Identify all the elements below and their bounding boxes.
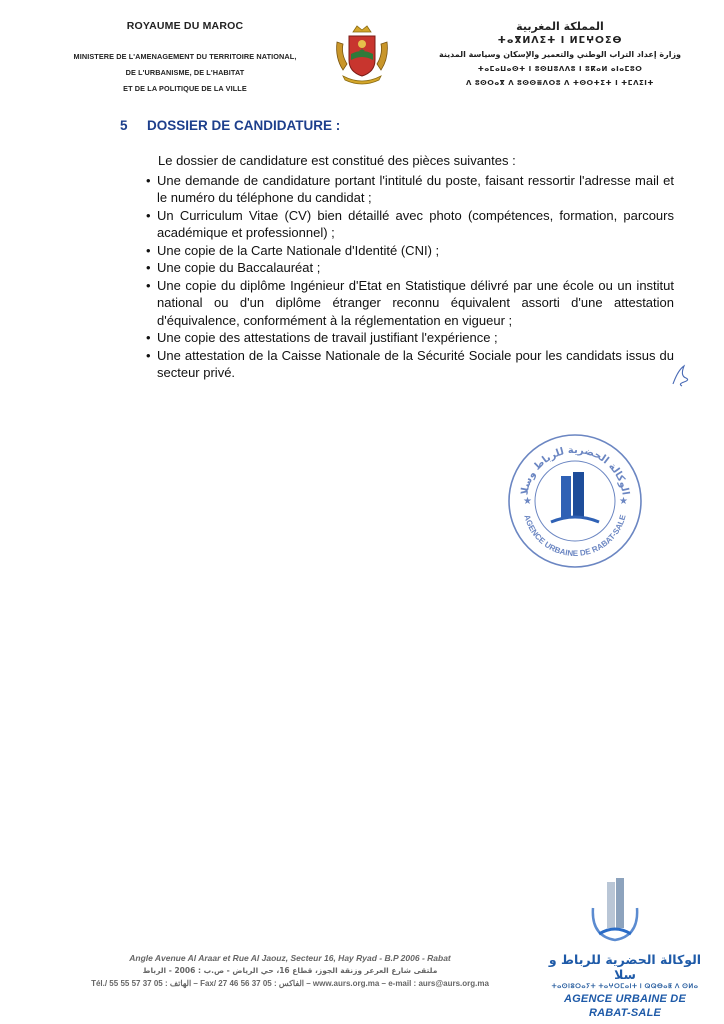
list-item: • Un Curriculum Vitae (CV) bien détaillé avec photo (compétences, formation, parcours académique et professionnel) ; [146, 207, 674, 240]
agency-brand [545, 952, 705, 1020]
list-item: • Une copie de la Carte Nationale d'Identité (CNI) ; [146, 242, 440, 258]
footer-address [40, 952, 540, 991]
signature-icon [670, 362, 694, 388]
svg-text:★: ★ [619, 496, 628, 507]
section-heading: DOSSIER DE CANDIDATURE : [147, 118, 341, 133]
stamp-arabic-text: الوكالة الحضرية للرباط وسلا [519, 444, 631, 496]
section-title [120, 118, 340, 133]
kingdom-label: ROYAUME DU MAROC [126, 20, 244, 32]
section-body [146, 152, 674, 382]
brand-tifinagh: ⵜⴰⵙⵏⵓⵔⴰⵢⵜ ⵜⴰⵖⵔⵎⴰⵏⵜ ⵏ ⵕⵕⴱⴰⵟ ⴷ ⵙⵍⴰ [551, 983, 699, 990]
svg-text:★: ★ [523, 496, 532, 507]
list-item: • Une copie des attestations de travail justifiant l'expérience ; [146, 330, 498, 345]
footer-contact: Tél./ الهاتف : 05 37 57 55 55 – Fax/ الفاكس : 05 37 56 46 27 – www.aurs.org.ma – e-mail : aurs@aurs.org.ma [91, 979, 489, 988]
section-number: 5 [120, 118, 128, 133]
kingdom-label-arabic: المملكة المغربية [516, 20, 604, 33]
brand-latin: AGENCE URBAINE DE RABAT-SALE [564, 993, 686, 1019]
ministry-label-tifinagh-2: ⴷ ⵓⵙⵔⴰⴳ ⴷ ⵓⵙⵙⴻⴷⵔⵓ ⴷ ⵜⵙⵔⵜⵉⵜ ⵏ ⵜⵎⴷⵉⵏⵜ [465, 79, 655, 87]
ministry-line-2: DE L'URBANISME, DE L'HABITAT [125, 68, 245, 77]
kingdom-label-tifinagh: ⵜⴰⴳⵍⴷⵉⵜ ⵏ ⵍⵎⵖⵔⵉⴱ [497, 35, 623, 46]
ministry-header-fr [40, 20, 330, 97]
list-item: • Une demande de candidature portant l'intitulé du poste, faisant ressortir l'adresse mail et le numéro du téléphone du candidat ; [146, 172, 674, 205]
stamp-latin-text: AGENCE URBAINE DE RABAT-SALE [522, 513, 628, 559]
list-item: • Une copie du Baccalauréat ; [146, 260, 321, 275]
agency-stamp-icon [505, 432, 645, 570]
ministry-line-1: MINISTERE DE L'AMENAGEMENT DU TERRITOIRE NATIONAL, [73, 52, 297, 61]
list-item: • Une attestation de la Caisse Nationale de la Sécurité Sociale pour les candidats issus du secteur privé. [146, 347, 674, 380]
royal-coat-of-arms-icon [333, 24, 391, 88]
ministry-header-ar [430, 20, 690, 90]
documents-list [146, 172, 674, 382]
brand-arabic: الوكالة الحضرية للرباط و سلا [548, 952, 702, 982]
ministry-line-3: ET DE LA POLITIQUE DE LA VILLE [123, 84, 247, 93]
agency-logo-icon [585, 872, 645, 944]
list-item: • Une copie du diplôme Ingénieur d'Etat en Statistique délivré par une école ou un institut national ou d'un diplôme étranger reconnu équivalent assorti d'une attestation d'équivalence, conformément à la réglementation en vigueur ; [146, 277, 674, 328]
footer-address-fr: Angle Avenue Al Araar et Rue Al Jaouz, Secteur 16, Hay Ryad - B.P 2006 - Rabat [129, 953, 451, 963]
ministry-label-arabic: وزارة إعداد التراب الوطني والتعمير والإسكان وسياسة المدينة [438, 50, 682, 59]
footer-address-ar: ملتقى شارع العرعر وزنقة الجوز، قطاع 16، حي الرياض - ص.ب : 2006 - الرباط [142, 966, 438, 975]
section-intro: Le dossier de candidature est constitué des pièces suivantes : [158, 153, 516, 168]
ministry-label-tifinagh-1: ⵜⴰⵎⴰⵡⴰⵙⵜ ⵏ ⵓⵙⵡⵓⴷⴷⵓ ⵏ ⵓⴽⴰⵍ ⴰⵏⴰⵎⵓⵔ [477, 65, 643, 73]
